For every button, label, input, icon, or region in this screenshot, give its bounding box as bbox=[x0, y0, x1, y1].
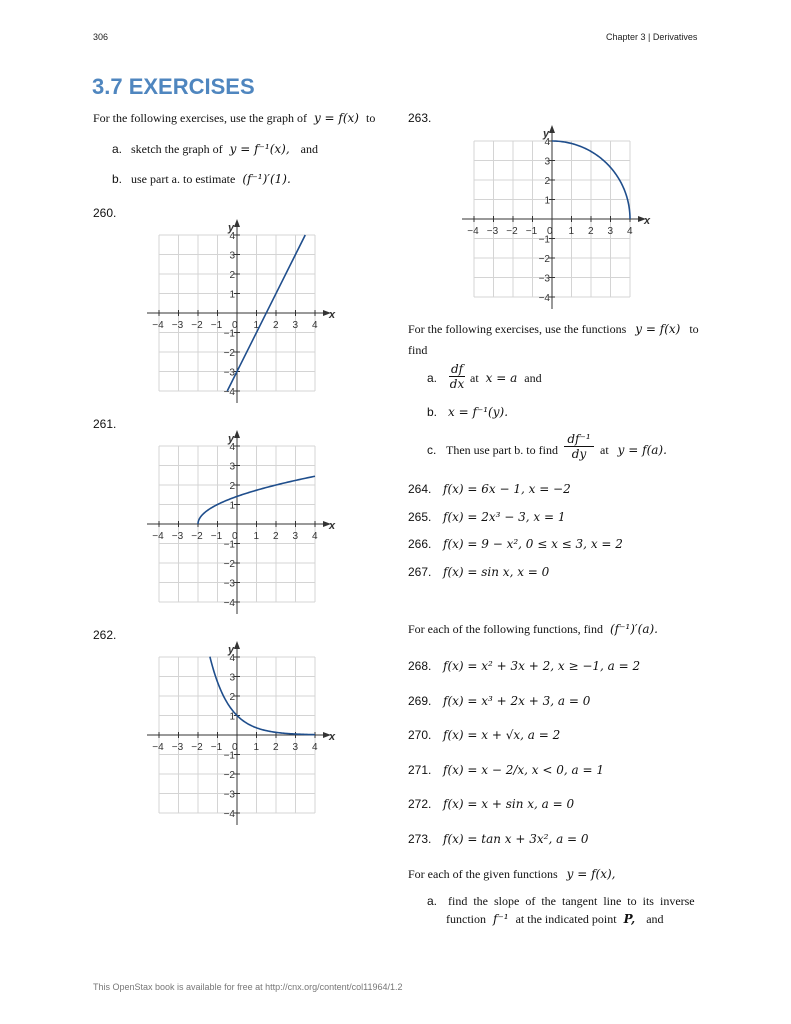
x-axis-label: x bbox=[644, 215, 651, 227]
intro-2-item-b bbox=[427, 404, 508, 420]
x-tick-label: 1 bbox=[253, 531, 260, 542]
y-tick-label: 4 bbox=[229, 231, 235, 242]
y-tick-label: 2 bbox=[229, 270, 235, 281]
x-tick-label: 1 bbox=[253, 320, 260, 331]
y-tick-label: 3 bbox=[229, 250, 235, 262]
intro-1-text: For the following exercises, use the graph of bbox=[93, 111, 307, 125]
x-tick-label: −4 bbox=[152, 742, 164, 753]
item-tail: and bbox=[646, 912, 664, 926]
x-tick-label: −1 bbox=[210, 742, 223, 753]
y-tick-label: 2 bbox=[229, 692, 235, 703]
exercise-item bbox=[408, 762, 604, 778]
item-marker: c. bbox=[427, 443, 437, 457]
x-tick-label: −3 bbox=[171, 742, 184, 753]
exercise-item bbox=[408, 727, 560, 743]
item-marker: a. bbox=[427, 371, 438, 385]
item-text: at bbox=[470, 371, 479, 385]
y-tick-label: −2 bbox=[538, 254, 550, 265]
item-math: f⁻¹ bbox=[493, 912, 509, 926]
intro-4-item-a bbox=[427, 893, 695, 909]
x-tick-label: 4 bbox=[312, 320, 318, 331]
exercise-expression: f(x) = 2x³ − 3, x = 1 bbox=[443, 509, 566, 524]
exercise-expression: f(x) = x + √x, a = 2 bbox=[443, 728, 561, 742]
y-axis-arrow bbox=[549, 125, 555, 133]
intro-2-item-c bbox=[427, 432, 717, 466]
exercise-item bbox=[408, 658, 640, 674]
item-text: at bbox=[600, 443, 609, 457]
x-tick-label: −2 bbox=[506, 226, 518, 237]
footer-note: This OpenStax book is available for free at http://cnx.org/content/col11964/1.2 bbox=[93, 982, 403, 992]
x-tick-label: 0 bbox=[547, 226, 553, 237]
exercise-expression: f(x) = sin x, x = 0 bbox=[443, 564, 550, 579]
exercise-number: 271. bbox=[408, 762, 432, 777]
x-tick-label: −3 bbox=[171, 531, 184, 542]
exercise-item bbox=[408, 509, 566, 525]
item-text: find the slope of the tangent line to its inverse bbox=[448, 894, 695, 908]
exercise-number: 269. bbox=[408, 693, 432, 708]
fraction-dfinv-dy bbox=[564, 432, 594, 461]
y-tick-label: −2 bbox=[223, 348, 235, 359]
intro-2-tail: to bbox=[689, 322, 699, 336]
y-tick-label: −3 bbox=[223, 578, 235, 590]
fraction-numerator: df⁻¹ bbox=[564, 432, 594, 447]
exercise-item bbox=[408, 564, 549, 580]
y-tick-label: −1 bbox=[223, 328, 235, 340]
x-tick-label: −2 bbox=[191, 531, 203, 542]
y-axis-label: y bbox=[228, 433, 235, 445]
exercise-expression: f(x) = 9 − x², 0 ≤ x ≤ 3, x = 2 bbox=[443, 537, 623, 551]
y-tick-label: 4 bbox=[544, 137, 550, 148]
y-tick-label: −1 bbox=[538, 234, 550, 246]
item-text: function bbox=[446, 912, 486, 926]
x-tick-label: −2 bbox=[191, 742, 203, 753]
x-axis-label: x bbox=[329, 309, 336, 321]
item-text: Then use part b. to find bbox=[446, 443, 558, 457]
exercise-263-label: 263. bbox=[408, 111, 432, 125]
x-tick-label: 2 bbox=[273, 320, 279, 331]
intro-1-math: y = f(x) bbox=[313, 111, 359, 125]
y-axis-label: y bbox=[543, 128, 550, 140]
y-tick-label: 2 bbox=[544, 176, 550, 187]
exercise-number: 265. bbox=[408, 509, 432, 524]
item-tail: and bbox=[300, 142, 318, 156]
item-math: x = f⁻¹(y). bbox=[448, 405, 509, 419]
x-tick-label: 4 bbox=[312, 742, 318, 753]
y-tick-label: 1 bbox=[229, 500, 235, 512]
x-tick-label: 0 bbox=[232, 531, 238, 542]
y-tick-label: 3 bbox=[229, 461, 235, 473]
x-axis-label: x bbox=[329, 731, 336, 743]
y-tick-label: −1 bbox=[223, 750, 235, 762]
y-tick-label: −3 bbox=[223, 367, 235, 379]
x-tick-label: −1 bbox=[210, 320, 223, 331]
x-tick-label: 0 bbox=[232, 742, 238, 753]
exercise-expression: f(x) = tan x + 3x², a = 0 bbox=[443, 831, 589, 846]
x-tick-label: 4 bbox=[627, 226, 633, 237]
item-marker: b. bbox=[427, 405, 438, 419]
fraction-numerator: df bbox=[450, 362, 464, 376]
x-tick-label: −4 bbox=[152, 320, 164, 331]
item-text: use part a. to estimate bbox=[131, 172, 236, 186]
y-tick-label: 1 bbox=[544, 195, 550, 207]
y-tick-label: −2 bbox=[223, 770, 235, 781]
intro-2-text: For the following exercises, use the functions bbox=[408, 322, 627, 336]
x-axis-label: x bbox=[329, 520, 336, 532]
y-axis-label: y bbox=[228, 222, 235, 234]
intro-2-math: y = f(x) bbox=[635, 322, 681, 336]
intro-1-tail: to bbox=[366, 111, 376, 125]
x-tick-label: 0 bbox=[232, 320, 238, 331]
intro-3-math: (f⁻¹)′(a). bbox=[609, 622, 658, 636]
y-tick-label: −2 bbox=[223, 559, 235, 570]
exercise-expression: f(x) = x² + 3x + 2, x ≥ −1, a = 2 bbox=[443, 659, 641, 673]
y-tick-label: −4 bbox=[223, 809, 235, 820]
intro-4-math: y = f(x), bbox=[566, 867, 616, 881]
y-tick-label: −1 bbox=[223, 539, 235, 551]
y-tick-label: 4 bbox=[229, 653, 235, 664]
y-tick-label: −4 bbox=[538, 293, 550, 304]
x-tick-label: −2 bbox=[191, 320, 203, 331]
exercise-number: 273. bbox=[408, 831, 432, 846]
intro-4 bbox=[408, 866, 615, 882]
exercise-261-label: 261. bbox=[93, 417, 117, 431]
exercise-number: 267. bbox=[408, 564, 432, 579]
item-marker: a. bbox=[427, 894, 438, 908]
exercise-number: 266. bbox=[408, 537, 432, 551]
y-tick-label: 1 bbox=[229, 289, 235, 301]
item-marker: a. bbox=[112, 142, 123, 156]
x-tick-label: 2 bbox=[588, 226, 594, 237]
item-text: sketch the graph of bbox=[131, 142, 223, 156]
x-tick-label: 3 bbox=[607, 226, 614, 237]
intro-2-line2: find bbox=[408, 343, 428, 357]
intro-3 bbox=[408, 621, 658, 637]
exercise-number: 268. bbox=[408, 659, 432, 673]
exercise-260-label: 260. bbox=[93, 206, 117, 220]
y-tick-label: 4 bbox=[229, 442, 235, 453]
exercise-item bbox=[408, 831, 589, 847]
intro-4-text: For each of the given functions bbox=[408, 867, 558, 881]
exercise-expression: f(x) = x + sin x, a = 0 bbox=[443, 797, 575, 811]
exercise-expression: f(x) = 6x − 1, x = −2 bbox=[443, 482, 571, 496]
x-tick-label: 1 bbox=[568, 226, 575, 237]
item-math: (f⁻¹)′(1). bbox=[242, 172, 291, 186]
x-tick-label: 3 bbox=[292, 742, 299, 753]
exercise-expression: f(x) = x − 2/x, x < 0, a = 1 bbox=[443, 762, 604, 777]
y-axis-label: y bbox=[228, 644, 235, 656]
item-math: y = f⁻¹(x), bbox=[229, 142, 290, 156]
exercise-number: 272. bbox=[408, 797, 432, 811]
x-tick-label: 1 bbox=[253, 742, 260, 753]
x-tick-label: 2 bbox=[273, 531, 279, 542]
x-tick-label: −1 bbox=[210, 531, 223, 542]
y-tick-label: 2 bbox=[229, 481, 235, 492]
y-tick-label: 1 bbox=[229, 711, 235, 723]
section-title: 3.7 EXERCISES bbox=[92, 74, 255, 99]
exercise-number: 264. bbox=[408, 482, 432, 496]
item-text: at the indicated point bbox=[515, 912, 617, 926]
x-tick-label: 4 bbox=[312, 531, 318, 542]
x-tick-label: −3 bbox=[486, 226, 499, 237]
y-tick-label: −4 bbox=[223, 598, 235, 609]
exercise-number: 270. bbox=[408, 728, 432, 742]
item-math: P, bbox=[623, 912, 636, 926]
page-number: 306 bbox=[93, 32, 109, 42]
exercise-262-label: 262. bbox=[93, 628, 117, 642]
x-tick-label: 2 bbox=[273, 742, 279, 753]
fraction-denominator: dx bbox=[449, 377, 465, 391]
fraction-denominator: dy bbox=[571, 447, 587, 461]
x-tick-label: −3 bbox=[171, 320, 184, 331]
x-tick-label: 3 bbox=[292, 320, 299, 331]
x-tick-label: −4 bbox=[467, 226, 479, 237]
x-tick-label: −1 bbox=[525, 226, 538, 237]
item-marker: b. bbox=[112, 172, 123, 186]
exercise-item bbox=[408, 481, 571, 497]
exercise-item bbox=[408, 536, 623, 552]
intro-4-item-a-line2 bbox=[446, 911, 664, 927]
exercise-expression: f(x) = x³ + 2x + 3, a = 0 bbox=[443, 693, 591, 708]
x-tick-label: −4 bbox=[152, 531, 164, 542]
y-tick-label: 3 bbox=[229, 672, 235, 684]
item-math: x = a bbox=[485, 371, 518, 385]
y-tick-label: 3 bbox=[544, 156, 550, 168]
y-tick-label: −3 bbox=[223, 789, 235, 801]
chapter-header: Chapter 3 | Derivatives bbox=[606, 32, 698, 42]
exercise-item bbox=[408, 693, 590, 709]
x-tick-label: 3 bbox=[292, 531, 299, 542]
intro-3-text: For each of the following functions, find bbox=[408, 622, 603, 636]
y-tick-label: −4 bbox=[223, 387, 235, 398]
item-math: y = f(a). bbox=[617, 443, 667, 457]
fraction-df-dx bbox=[449, 362, 465, 391]
intro-2 bbox=[408, 321, 699, 337]
y-tick-label: −3 bbox=[538, 273, 550, 285]
item-tail: and bbox=[524, 371, 542, 385]
exercise-item bbox=[408, 796, 574, 812]
